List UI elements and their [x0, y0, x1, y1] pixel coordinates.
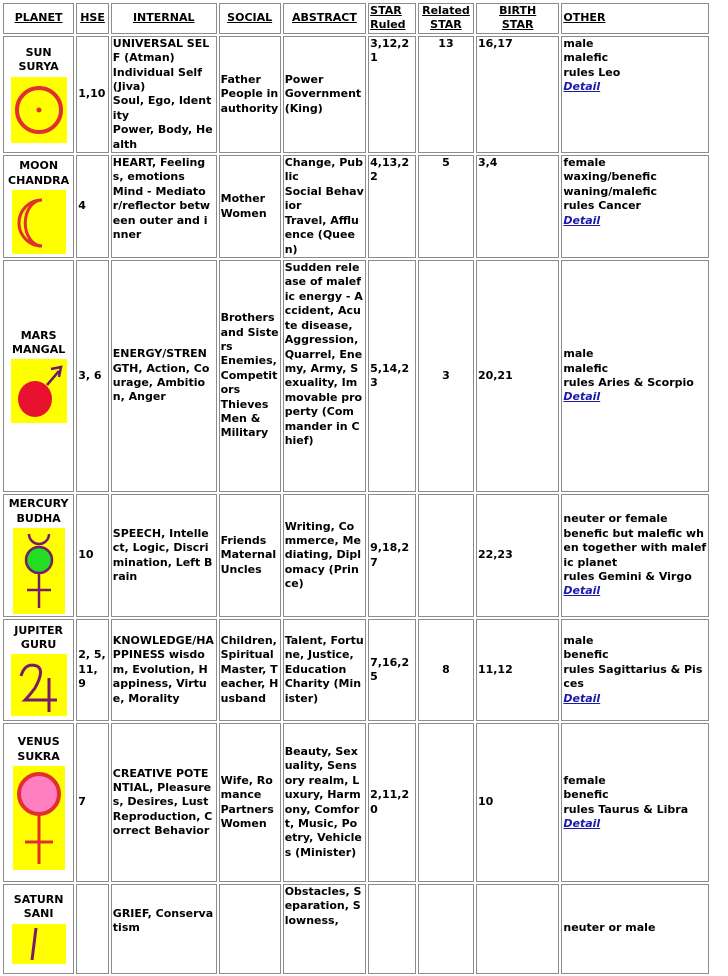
saturn-symbol-icon [12, 924, 66, 964]
header-related-star: Related STAR [418, 3, 474, 34]
planet-table [1, 1, 711, 976]
other-cell: neuter or female benefic but malefic when together with malefic planet rules Gemini & Virgo Detail [561, 494, 709, 617]
social-cell: Friends Maternal Uncles [219, 494, 281, 617]
star-ruled-cell: 2,11,20 [368, 723, 416, 882]
house-cell: 2, 5, 11, 9 [76, 619, 109, 721]
birth-star-cell: 16,17 [476, 36, 559, 153]
venus-symbol-icon [13, 766, 65, 870]
related-star-cell: 13 [418, 36, 474, 153]
related-star-cell [418, 494, 474, 617]
table-row [3, 260, 709, 492]
planet-cell: MERCURY BUDHA [3, 494, 74, 617]
social-cell: Children, Spiritual Master, Teacher, Husband [219, 619, 281, 721]
detail-link[interactable]: Detail [563, 80, 601, 94]
planet-cell: MARS MANGAL [3, 260, 74, 492]
related-star-cell: 8 [418, 619, 474, 721]
house-cell: 3, 6 [76, 260, 109, 492]
house-cell [76, 884, 109, 974]
other-cell: neuter or male [561, 884, 709, 974]
header-abstract: ABSTRACT [283, 3, 366, 34]
abstract-cell: Power Government (King) [283, 36, 366, 153]
header-other: OTHER [561, 3, 709, 34]
planet-cell: SUN SURYA [3, 36, 74, 153]
related-star-cell: 3 [418, 260, 474, 492]
abstract-cell: Obstacles, Separation, Slowness, [283, 884, 366, 974]
detail-link[interactable]: Detail [563, 816, 601, 830]
table-row [3, 494, 709, 617]
social-cell: Wife, Romance Partners Women [219, 723, 281, 882]
table-row [3, 723, 709, 882]
planet-cell: JUPITER GURU [3, 619, 74, 721]
jupiter-symbol-icon [11, 654, 67, 716]
birth-star-cell: 22,23 [476, 494, 559, 617]
related-star-cell: 5 [418, 155, 474, 258]
internal-cell: SPEECH, Intellect, Logic, Discrimination, Left Brain [111, 494, 217, 617]
internal-cell: GRIEF, Conservatism [111, 884, 217, 974]
star-ruled-cell: 3,12,21 [368, 36, 416, 153]
header-social: SOCIAL [219, 3, 281, 34]
other-cell: male benefic rules Sagittarius & Pisces Detail [561, 619, 709, 721]
detail-link[interactable]: Detail [563, 390, 601, 404]
house-cell: 7 [76, 723, 109, 882]
header-birth-star: BIRTH STAR [476, 3, 559, 34]
star-ruled-cell: 4,13,22 [368, 155, 416, 258]
header-internal: INTERNAL [111, 3, 217, 34]
header-hse: HSE [76, 3, 109, 34]
related-star-cell [418, 884, 474, 974]
moon-symbol-icon [12, 190, 66, 254]
abstract-cell: Change, Public Social Behavior Travel, Affluence (Queen) [283, 155, 366, 258]
other-cell: male malefic rules Aries & Scorpio Detail [561, 260, 709, 492]
internal-cell: ENERGY/STRENGTH, Action, Courage, Ambition, Anger [111, 260, 217, 492]
house-cell: 1,10 [76, 36, 109, 153]
internal-cell: UNIVERSAL SELF (Atman) Individual Self (Jiva) Soul, Ego, Identity Power, Body, Health [111, 36, 217, 153]
planet-cell: MOON CHANDRA [3, 155, 74, 258]
house-cell: 4 [76, 155, 109, 258]
mercury-symbol-icon [13, 528, 65, 614]
header-star-ruled: STAR Ruled [368, 3, 416, 34]
header-row [3, 3, 709, 34]
social-cell: Mother Women [219, 155, 281, 258]
abstract-cell: Sudden release of malefic energy - Accident, Acute disease, Aggression, Quarrel, Enemy, Army, Sexuality, Immovable property (Commander in Chief) [283, 260, 366, 492]
house-cell: 10 [76, 494, 109, 617]
detail-link[interactable]: Detail [563, 584, 601, 598]
internal-cell: CREATIVE POTENTIAL, Pleasures, Desires, Lust Reproduction, Correct Behavior [111, 723, 217, 882]
abstract-cell: Beauty, Sexuality, Sensory realm, Luxury, Harmony, Comfort, Music, Poetry, Vehicles (Minister) [283, 723, 366, 882]
star-ruled-cell: 5,14,23 [368, 260, 416, 492]
birth-star-cell [476, 884, 559, 974]
abstract-cell: Writing, Commerce, Mediating, Diplomacy (Prince) [283, 494, 366, 617]
social-cell: Brothers and Sisters Enemies, Competitors Thieves Men & Military [219, 260, 281, 492]
detail-link[interactable]: Detail [563, 213, 601, 227]
table-row [3, 36, 709, 153]
other-cell: female waxing/benefic waning/malefic rules Cancer Detail [561, 155, 709, 258]
star-ruled-cell: 7,16,25 [368, 619, 416, 721]
birth-star-cell: 10 [476, 723, 559, 882]
social-cell: Father People in authority [219, 36, 281, 153]
birth-star-cell: 20,21 [476, 260, 559, 492]
birth-star-cell: 11,12 [476, 619, 559, 721]
header-planet: PLANET [3, 3, 74, 34]
birth-star-cell: 3,4 [476, 155, 559, 258]
other-cell: male malefic rules Leo Detail [561, 36, 709, 153]
other-cell: female benefic rules Taurus & Libra Detail [561, 723, 709, 882]
detail-link[interactable]: Detail [563, 691, 601, 705]
internal-cell: HEART, Feelings, emotions Mind - Mediator/reflector between outer and inner [111, 155, 217, 258]
table-row [3, 884, 709, 974]
table-row [3, 155, 709, 258]
mars-symbol-icon [11, 359, 67, 423]
social-cell [219, 884, 281, 974]
sun-symbol-icon [11, 77, 67, 143]
planet-cell: VENUS SUKRA [3, 723, 74, 882]
star-ruled-cell: 9,18,27 [368, 494, 416, 617]
related-star-cell [418, 723, 474, 882]
abstract-cell: Talent, Fortune, Justice, Education Charity (Minister) [283, 619, 366, 721]
table-row [3, 619, 709, 721]
internal-cell: KNOWLEDGE/HAPPINESS wisdom, Evolution, Happiness, Virtue, Morality [111, 619, 217, 721]
planet-cell: SATURN SANI [3, 884, 74, 974]
star-ruled-cell [368, 884, 416, 974]
